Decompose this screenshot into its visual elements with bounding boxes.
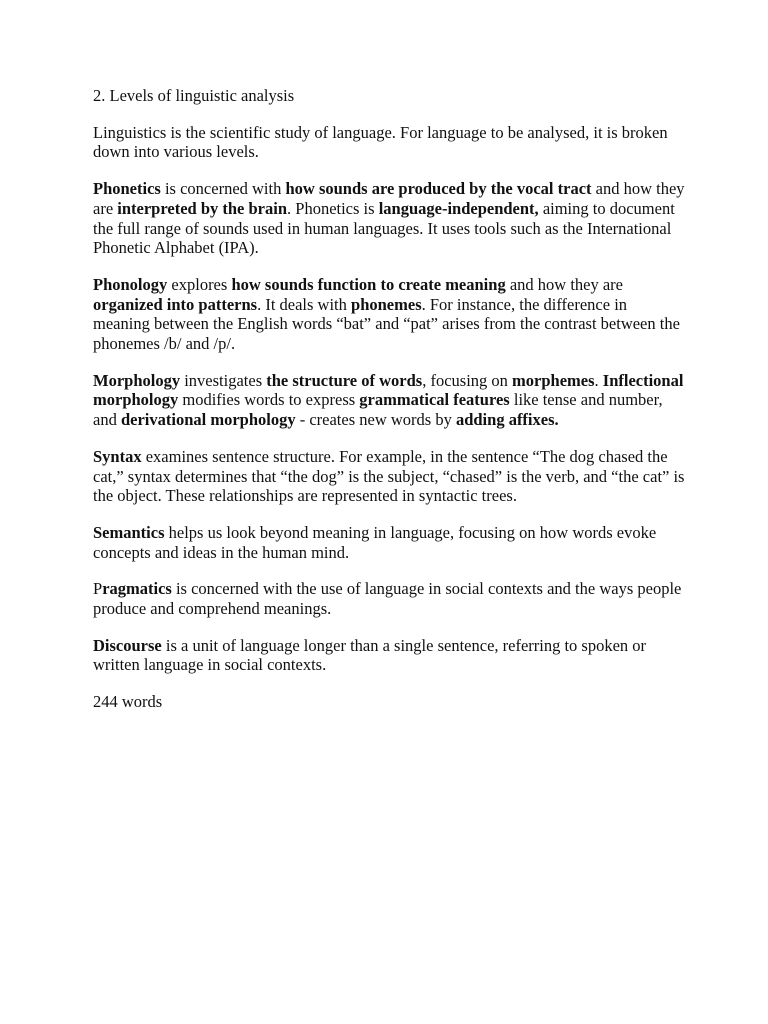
phonology-term: Phonology: [93, 274, 168, 294]
text-span: and how they are: [93, 179, 685, 218]
discourse-paragraph: [93, 636, 685, 675]
bold-phrase: interpreted by the brain: [117, 198, 288, 218]
text-span: - creates new words by: [295, 410, 456, 430]
bold-phrase: the structure of words: [266, 370, 423, 390]
bold-phrase: derivational morphology: [120, 410, 296, 430]
section-heading: 2. Levels of linguistic analysis: [93, 86, 295, 105]
pragmatics-term: ragmatics: [102, 579, 172, 599]
word-count: 244 words: [93, 692, 163, 712]
morphology-term: Morphology: [93, 370, 181, 390]
bold-phrase: morphemes: [512, 370, 595, 390]
text-span: examines sentence structure. For example, in the sentence “The dog chased the cat,” syntax determines that “the dog” is the subject, “chased” is the verb, and “the cat” is the object. These relationships are represented in syntactic trees.: [93, 446, 685, 506]
pragmatics-paragraph: [93, 579, 685, 618]
text-span: aiming to document the full range of sounds used in human languages. It uses tools such as the International Phonetic Alphabet (IPA).: [93, 198, 675, 258]
text-span: is concerned with the use of language in social contexts and the ways people produce and comprehend meanings.: [93, 579, 682, 619]
phonology-paragraph: [93, 275, 685, 354]
bold-phrase: organized into patterns: [93, 294, 258, 314]
discourse-term: Discourse: [93, 635, 162, 655]
phonetics-paragraph: [93, 179, 685, 258]
text-span: helps us look beyond meaning in language, focusing on how words evoke concepts and ideas in the human mind.: [93, 522, 657, 562]
text-span: . It deals with: [257, 294, 352, 314]
bold-phrase: adding affixes.: [455, 410, 559, 430]
bold-phrase: Inflectional morphology: [93, 370, 684, 410]
text-span: , focusing on: [422, 370, 513, 390]
bold-phrase: how sounds are produced by the vocal tract: [285, 179, 592, 199]
bold-phrase: language-independent,: [378, 198, 539, 218]
intro-paragraph: Linguistics is the scientific study of language. For language to be analysed, it is broken down into various levels.: [93, 122, 668, 162]
bold-phrase: how sounds function to create meaning: [231, 274, 506, 294]
phonetics-term: Phonetics: [93, 179, 161, 199]
text-span: explores: [167, 274, 232, 294]
text-span: P: [93, 579, 103, 599]
document-page: [93, 86, 685, 729]
bold-phrase: grammatical features: [359, 390, 510, 410]
text-span: modifies words to express: [178, 390, 360, 410]
bold-phrase: phonemes: [351, 294, 422, 314]
semantics-term: Semantics: [93, 522, 165, 542]
syntax-term: Syntax: [93, 446, 142, 466]
text-span: like tense and number, and: [93, 390, 663, 430]
text-span: investigates: [180, 370, 267, 390]
semantics-paragraph: [93, 523, 685, 562]
text-span: is a unit of language longer than a single sentence, referring to spoken or written language in social contexts.: [93, 635, 647, 675]
text-span: and how they are: [505, 274, 623, 294]
text-span: . Phonetics is: [287, 198, 379, 218]
text-span: . For instance, the difference in meaning between the English words “bat” and “pat” arises from the contrast between the phonemes /b/ and /p/.: [93, 294, 680, 354]
morphology-paragraph: [93, 371, 685, 430]
syntax-paragraph: [93, 447, 685, 506]
text-span: .: [594, 370, 603, 390]
text-span: is concerned with: [160, 179, 286, 199]
